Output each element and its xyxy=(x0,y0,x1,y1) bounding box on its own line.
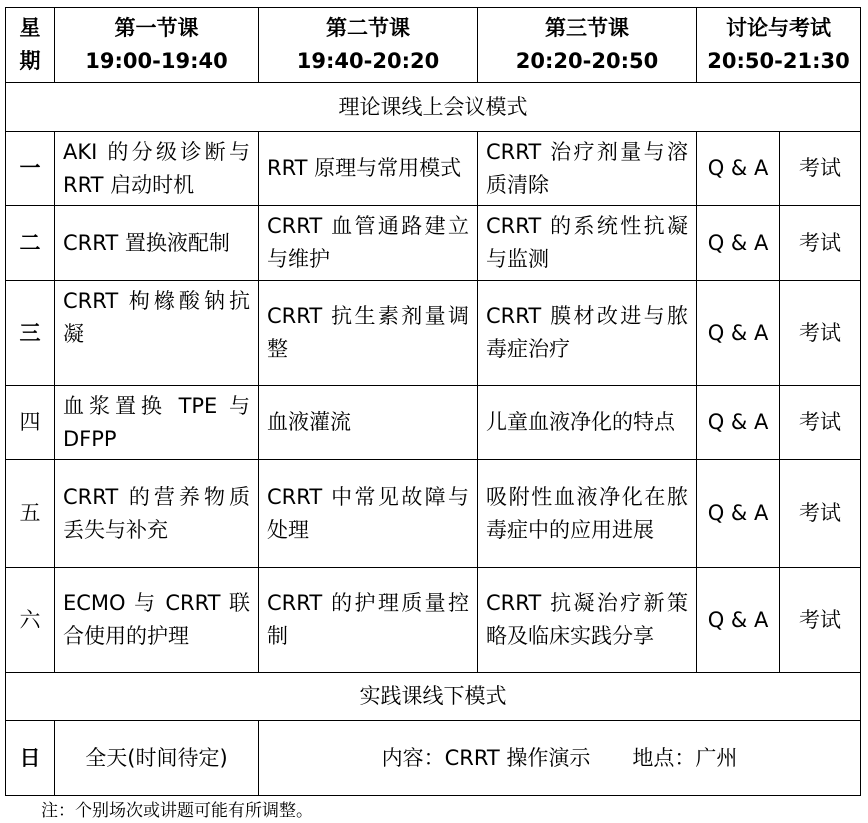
course-cell: RRT 原理与常用模式 xyxy=(259,132,478,206)
qa-cell: Q & A xyxy=(697,568,780,673)
course-cell: 血液灌流 xyxy=(259,386,478,460)
slot-3-header: 第三节课 20:20-20:50 xyxy=(478,8,697,83)
slot-1-header: 第一节课 19:00-19:40 xyxy=(55,8,259,83)
course-cell: 血浆置换 TPE 与 DFPP xyxy=(55,386,259,460)
exam-cell: 考试 xyxy=(780,568,861,673)
day-cell: 二 xyxy=(6,206,55,281)
day-cell: 日 xyxy=(6,721,55,796)
table-row xyxy=(6,568,861,673)
table-row xyxy=(6,281,861,386)
practice-time-cell: 全天(时间待定) xyxy=(55,721,259,796)
slot-2-header: 第二节课 19:40-20:20 xyxy=(259,8,478,83)
exam-cell: 考试 xyxy=(780,281,861,386)
course-cell: AKI 的分级诊断与 RRT 启动时机 xyxy=(55,132,259,206)
footnote: 注：个别场次或讲题可能有所调整。 xyxy=(41,801,313,821)
table-row xyxy=(6,132,861,206)
table-row xyxy=(6,460,861,568)
day-cell: 四 xyxy=(6,386,55,460)
qa-cell: Q & A xyxy=(697,386,780,460)
course-cell: CRRT 置换液配制 xyxy=(55,206,259,281)
exam-cell: 考试 xyxy=(780,460,861,568)
exam-cell: 考试 xyxy=(780,132,861,206)
section-offline-label: 实践课线下模式 xyxy=(6,673,861,721)
practice-row xyxy=(6,721,861,796)
slot-4-header: 讨论与考试 20:50-21:30 xyxy=(697,8,861,83)
course-cell: CRRT 的营养物质丢失与补充 xyxy=(55,460,259,568)
course-cell: 吸附性血液净化在脓毒症中的应用进展 xyxy=(478,460,697,568)
section-row-online xyxy=(6,83,861,132)
course-cell: CRRT 的护理质量控制 xyxy=(259,568,478,673)
practice-content-cell: 内容：CRRT 操作演示 地点：广州 xyxy=(259,721,861,796)
course-cell: CRRT 中常见故障与处理 xyxy=(259,460,478,568)
course-cell: 儿童血液净化的特点 xyxy=(478,386,697,460)
course-cell: ECMO 与 CRRT 联合使用的护理 xyxy=(55,568,259,673)
course-cell: CRRT 膜材改进与脓毒症治疗 xyxy=(478,281,697,386)
course-cell: CRRT 治疗剂量与溶质清除 xyxy=(478,132,697,206)
table-row xyxy=(6,386,861,460)
day-cell: 三 xyxy=(6,281,55,386)
schedule-table-wrapper xyxy=(5,7,861,796)
day-column-header: 星期 xyxy=(6,8,55,83)
schedule-table xyxy=(5,7,861,796)
header-row xyxy=(6,8,861,83)
qa-cell: Q & A xyxy=(697,281,780,386)
course-cell: CRRT 抗凝治疗新策略及临床实践分享 xyxy=(478,568,697,673)
course-cell: CRRT 枸橼酸钠抗凝 xyxy=(55,281,259,386)
table-row xyxy=(6,206,861,281)
section-online-label: 理论课线上会议模式 xyxy=(6,83,861,132)
exam-cell: 考试 xyxy=(780,206,861,281)
exam-cell: 考试 xyxy=(780,386,861,460)
qa-cell: Q & A xyxy=(697,132,780,206)
day-cell: 六 xyxy=(6,568,55,673)
day-cell: 一 xyxy=(6,132,55,206)
day-cell: 五 xyxy=(6,460,55,568)
qa-cell: Q & A xyxy=(697,206,780,281)
course-cell: CRRT 血管通路建立与维护 xyxy=(259,206,478,281)
course-cell: CRRT 的系统性抗凝与监测 xyxy=(478,206,697,281)
course-cell: CRRT 抗生素剂量调整 xyxy=(259,281,478,386)
section-row-offline xyxy=(6,673,861,721)
qa-cell: Q & A xyxy=(697,460,780,568)
